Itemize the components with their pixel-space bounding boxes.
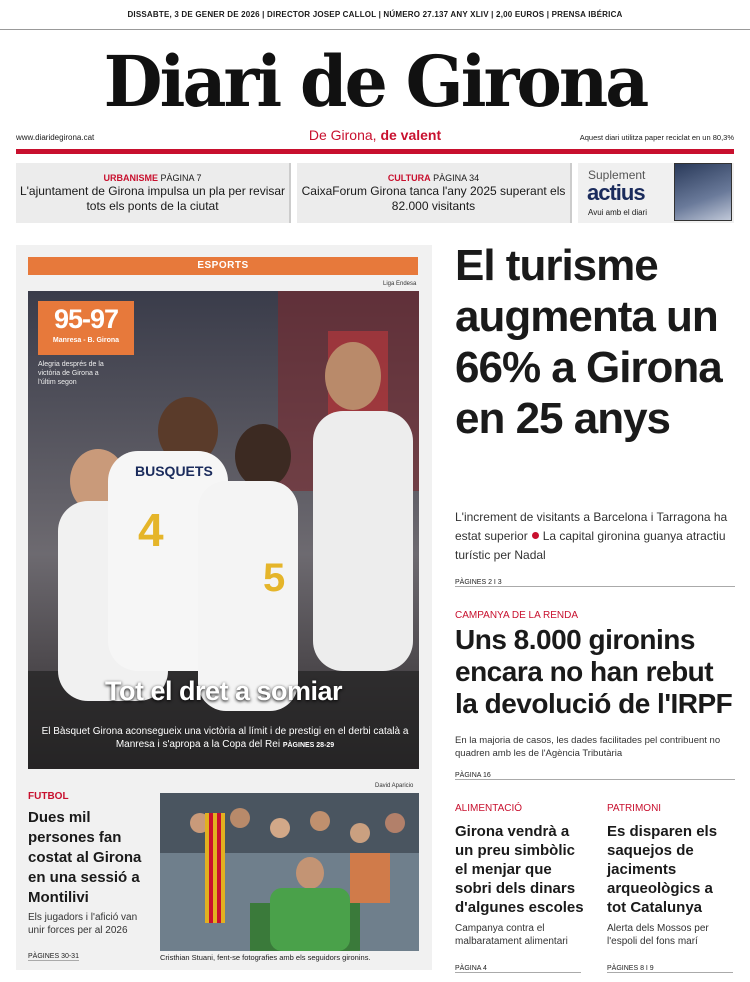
promo-text: CaixaForum Girona tanca l'any 2025 superant els 82.000 visitants: [301, 184, 566, 213]
promo-cultura[interactable]: [297, 163, 572, 223]
promo-page: PÀGINA 7: [157, 173, 202, 183]
photo-credit-futbol: David Aparicio: [375, 783, 414, 789]
promo-section: CULTURA: [387, 173, 431, 183]
sports-description: [40, 725, 410, 752]
magazine-cover-image: [674, 163, 732, 221]
website-link[interactable]: www.diaridegirona.cat: [16, 133, 95, 142]
futbol-photo-caption: Cristhian Stuani, fent-se fotografies amb els seguidors gironins.: [160, 953, 371, 962]
renda-kicker: CAMPANYA DE LA RENDA: [455, 610, 578, 621]
futbol-headline[interactable]: Dues mil persones fan costat al Girona en una sessió a Montilivi: [28, 809, 142, 906]
alimentacio-text: Campanya contra el malbaratament alimentari: [455, 923, 568, 947]
futbol-pages: PÀGINES 30-31: [28, 953, 79, 960]
tagline-part-1: De Girona,: [308, 127, 381, 143]
photo-caption: Alegria després de la victòria de Girona a l'últim segon: [38, 361, 104, 386]
jersey-name: BUSQUETS: [135, 463, 213, 479]
main-headline[interactable]: El turisme augmenta un 66% a Girona en 25 anys: [455, 241, 722, 443]
main-text-a: L'increment de visitants a Barcelona i Tarragona ha estat superior: [455, 510, 728, 543]
tagline-part-2: de valent: [380, 127, 442, 143]
score-value: 95-97: [53, 304, 119, 334]
patrimoni-pages: PÀGINES 8 I 9: [607, 965, 733, 973]
section-header-esports[interactable]: ESPORTS: [28, 257, 418, 275]
main-text-b: La capital gironina guanya atractiu turístic per Nadal: [455, 529, 726, 562]
main-text: [455, 508, 735, 565]
promo-text: L'ajuntament de Girona impulsa un pla per revisar tots els ponts de la ciutat: [19, 184, 286, 213]
main-pages: PÀGINES 2 I 3: [455, 579, 735, 587]
renda-pages: PÀGINA 16: [455, 772, 735, 780]
photo-credit: Liga Endesa: [383, 281, 417, 287]
alimentacio-pages: PÀGINA 4: [455, 965, 581, 973]
supplement-label: Suplement: [588, 168, 646, 182]
supplement-note: Avui amb el diari: [588, 208, 647, 217]
futbol-kicker: FUTBOL: [28, 791, 69, 802]
jersey-number-2: 5: [263, 556, 286, 600]
promo-urbanisme[interactable]: [16, 163, 291, 223]
futbol-text: Els jugadors i l'afició van unir forces per al 2026: [28, 912, 138, 936]
promo-page: PÀGINA 34: [430, 173, 480, 183]
fans-photo-image: [160, 793, 419, 951]
alimentacio-kicker: ALIMENTACIÓ: [455, 803, 523, 814]
promo-kicker: [16, 173, 289, 183]
sports-description-text: El Bàsquet Girona aconsegueix una victòria al límit i de prestigi en el derbi català a Manresa i s'apropa a la Copa del Rei: [41, 726, 409, 750]
futbol-photo[interactable]: [160, 793, 419, 951]
bullet-dot: [532, 532, 539, 539]
masthead-subrow: [16, 127, 734, 147]
promo-section: URBANISME: [103, 173, 158, 183]
renda-text: En la majoria de casos, les dades facilitades pel contribuent no quadren amb les de l'Agència Tributària: [455, 735, 721, 759]
promo-kicker: [297, 173, 570, 183]
patrimoni-kicker: PATRIMONI: [607, 803, 662, 814]
top-info-bar: DISSABTE, 3 DE GENER DE 2026 | DIRECTOR JOSEP CALLOL | NÚMERO 27.137 ANY XLIV | 2,00 EUROS | PRENSA IBÉRICA: [0, 0, 750, 30]
jersey-number: 4: [138, 504, 164, 556]
masthead-logo[interactable]: Diari de Girona: [103, 40, 647, 123]
supplement-promo[interactable]: [578, 163, 734, 223]
alimentacio-headline[interactable]: Girona vendrà a un preu simbòlic el menjar que sobri dels dinars d'algunes escoles: [455, 823, 584, 916]
score-badge: [38, 301, 134, 355]
recycle-note: Aquest diari utilitza paper reciclat en un 80,3%: [579, 133, 734, 142]
sports-headline[interactable]: Tot el dret a somiar: [104, 676, 343, 706]
sports-pages: PÀGINES 28-29: [282, 742, 335, 749]
red-divider: [16, 149, 734, 154]
supplement-name: actius: [587, 180, 645, 205]
patrimoni-text: Alerta dels Mossos per l'espoli del fons marí: [607, 923, 709, 947]
renda-headline[interactable]: Uns 8.000 gironins encara no han rebut la devolució de l'IRPF: [455, 624, 733, 719]
score-teams: Manresa - B. Girona: [52, 337, 120, 344]
patrimoni-headline[interactable]: Es disparen els saquejos de jaciments arqueològics a tot Catalunya: [607, 823, 718, 916]
